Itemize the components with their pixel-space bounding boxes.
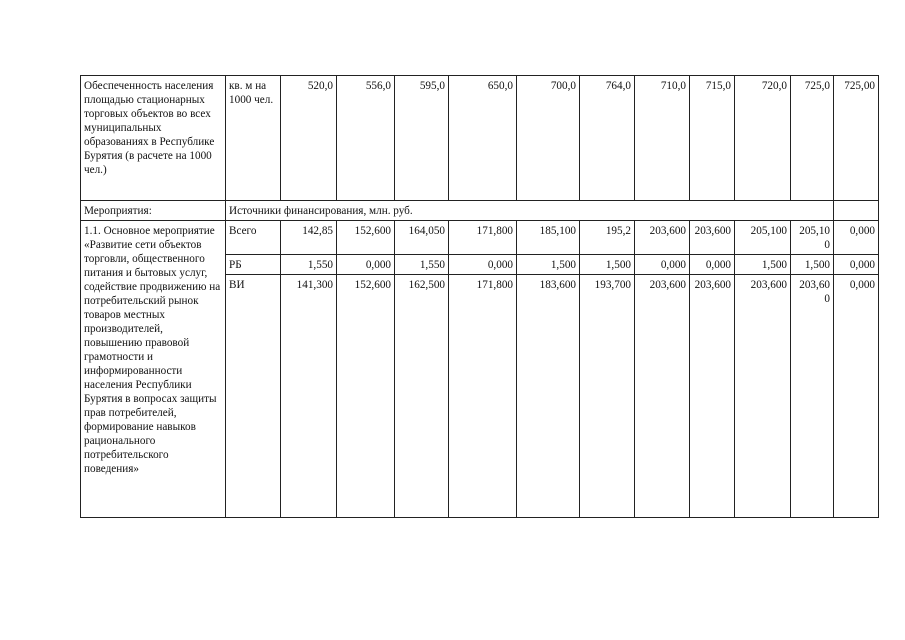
funding-value-cell: 203,600	[635, 275, 690, 518]
funding-value-cell: 205,100	[791, 221, 834, 255]
funding-source-cell: Всего	[226, 221, 281, 255]
funding-value-cell: 152,600	[337, 221, 395, 255]
funding-value-cell: 1,550	[281, 255, 337, 275]
funding-value-cell: 185,100	[517, 221, 580, 255]
indicator-label-cell: Обеспеченность населения площадью стационарных торговых объектов во всех муниципальных образованиях в Республике Бурятия (в расчете на 1000 чел.)	[81, 76, 226, 201]
funding-value-cell: 195,2	[580, 221, 635, 255]
funding-value-cell: 205,100	[735, 221, 791, 255]
funding-value-cell: 152,600	[337, 275, 395, 518]
funding-value-cell: 141,300	[281, 275, 337, 518]
funding-value-cell: 1,500	[735, 255, 791, 275]
funding-value-cell: 203,600	[791, 275, 834, 518]
funding-value-cell: 1,500	[580, 255, 635, 275]
event-label-cell: 1.1. Основное мероприятие «Развитие сети объектов торговли, общественного питания и бытовых услуг, содействие продвижению на потребительский рынок товаров местных производителей, повышению правовой грамотности и информированности населения Республики Бурятия в вопросах защиты прав потребителей, формирование навыков рационального потребительского поведения»	[81, 221, 226, 518]
indicator-value-cell: 720,0	[735, 76, 791, 201]
funding-value-cell: 0,000	[834, 221, 879, 255]
indicators-table	[80, 75, 879, 518]
funding-value-cell: 162,500	[395, 275, 449, 518]
measures-header-row	[81, 201, 879, 221]
funding-value-cell: 203,600	[735, 275, 791, 518]
funding-value-cell: 0,000	[690, 255, 735, 275]
funding-value-cell: 1,500	[791, 255, 834, 275]
funding-value-cell: 193,700	[580, 275, 635, 518]
funding-value-cell: 183,600	[517, 275, 580, 518]
indicator-value-cell: 520,0	[281, 76, 337, 201]
funding-source-cell: ВИ	[226, 275, 281, 518]
funding-value-cell: 0,000	[635, 255, 690, 275]
funding-value-cell: 203,600	[635, 221, 690, 255]
funding-value-cell: 171,800	[449, 275, 517, 518]
funding-value-cell: 142,85	[281, 221, 337, 255]
funding-sources-header-cell: Источники финансирования, млн. руб.	[226, 201, 834, 221]
empty-cell	[834, 201, 879, 221]
funding-value-cell: 171,800	[449, 221, 517, 255]
funding-value-cell: 0,000	[337, 255, 395, 275]
funding-value-cell: 203,600	[690, 275, 735, 518]
funding-row-total	[81, 221, 879, 255]
funding-value-cell: 1,550	[395, 255, 449, 275]
indicator-value-cell: 700,0	[517, 76, 580, 201]
indicator-value-cell: 715,0	[690, 76, 735, 201]
funding-value-cell: 1,500	[517, 255, 580, 275]
indicator-value-cell: 764,0	[580, 76, 635, 201]
funding-value-cell: 0,000	[834, 255, 879, 275]
funding-value-cell: 0,000	[449, 255, 517, 275]
indicator-value-cell: 556,0	[337, 76, 395, 201]
indicator-value-cell: 725,00	[834, 76, 879, 201]
indicator-value-cell: 650,0	[449, 76, 517, 201]
indicator-value-cell: 595,0	[395, 76, 449, 201]
funding-value-cell: 0,000	[834, 275, 879, 518]
measures-label-cell: Мероприятия:	[81, 201, 226, 221]
indicator-value-cell: 710,0	[635, 76, 690, 201]
funding-source-cell: РБ	[226, 255, 281, 275]
funding-value-cell: 164,050	[395, 221, 449, 255]
indicator-row	[81, 76, 879, 201]
indicator-value-cell: 725,0	[791, 76, 834, 201]
funding-value-cell: 203,600	[690, 221, 735, 255]
indicator-unit-cell: кв. м на 1000 чел.	[226, 76, 281, 201]
